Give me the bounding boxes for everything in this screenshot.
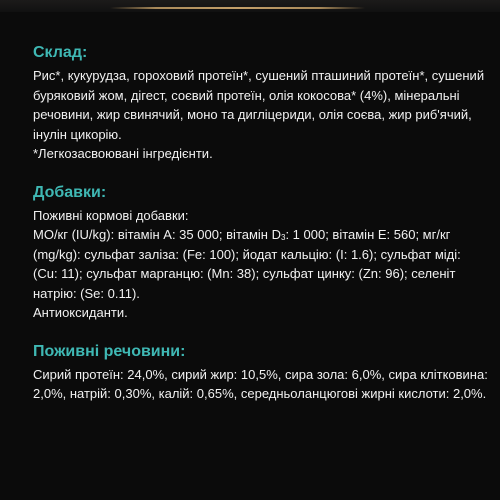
additives-section	[33, 182, 488, 323]
composition-title: Склад:	[33, 44, 88, 61]
nutrients-values: Сирий протеїн: 24,0%, сирий жир: 10,5%, сира зола: 6,0%, сира клітковина: 2,0%, натрій: 0,30%, калій: 0,65%, середньоланцюгові жирні кислоти: 2,0%.	[33, 366, 488, 401]
composition-section	[33, 42, 488, 164]
nutrients-section	[33, 341, 488, 404]
gold-accent-line	[110, 7, 365, 9]
additives-title: Добавки:	[33, 183, 107, 201]
label-content	[33, 42, 488, 404]
additives-intro: Поживні кормові добавки:	[33, 207, 189, 223]
top-dark-band	[0, 0, 500, 12]
composition-note: *Легкозасвоювані інгредієнти.	[33, 146, 213, 161]
vitamin-d-subscript: 3	[280, 233, 286, 242]
additives-list	[33, 225, 488, 303]
additives-antioxidants: Антиоксиданти.	[33, 305, 128, 320]
additives-list-part1: МО/кг (IU/kg): вітамін А: 35 000; вітамін D	[33, 227, 281, 242]
nutrients-title: Поживні речовини:	[33, 342, 186, 360]
additives-body	[33, 206, 488, 323]
nutrients-body	[33, 365, 488, 404]
additives-list-part2: : 1 000; вітамін Е: 560; мг/кг (mg/kg): сульфат заліза: (Fe: 100); йодат кальцію: (I: 1.6); сульфат міді: (Cu: 11); сульфат марганцю: (Mn: 38); сульфат цинку: (Zn: 96); селеніт натрію: (Se: 0.11).	[33, 227, 461, 301]
composition-body	[33, 66, 488, 164]
composition-ingredients: Рис*, кукурудза, гороховий протеїн*, сушений пташиний протеїн*, сушений буряковий жом, дігест, соєвий протеїн, олія кокосова* (4%), мінеральні речовини, жир свинячий, моно та дигліцериди, олія соєва, жир риб'ячий, інулін цикорію.	[33, 68, 485, 142]
